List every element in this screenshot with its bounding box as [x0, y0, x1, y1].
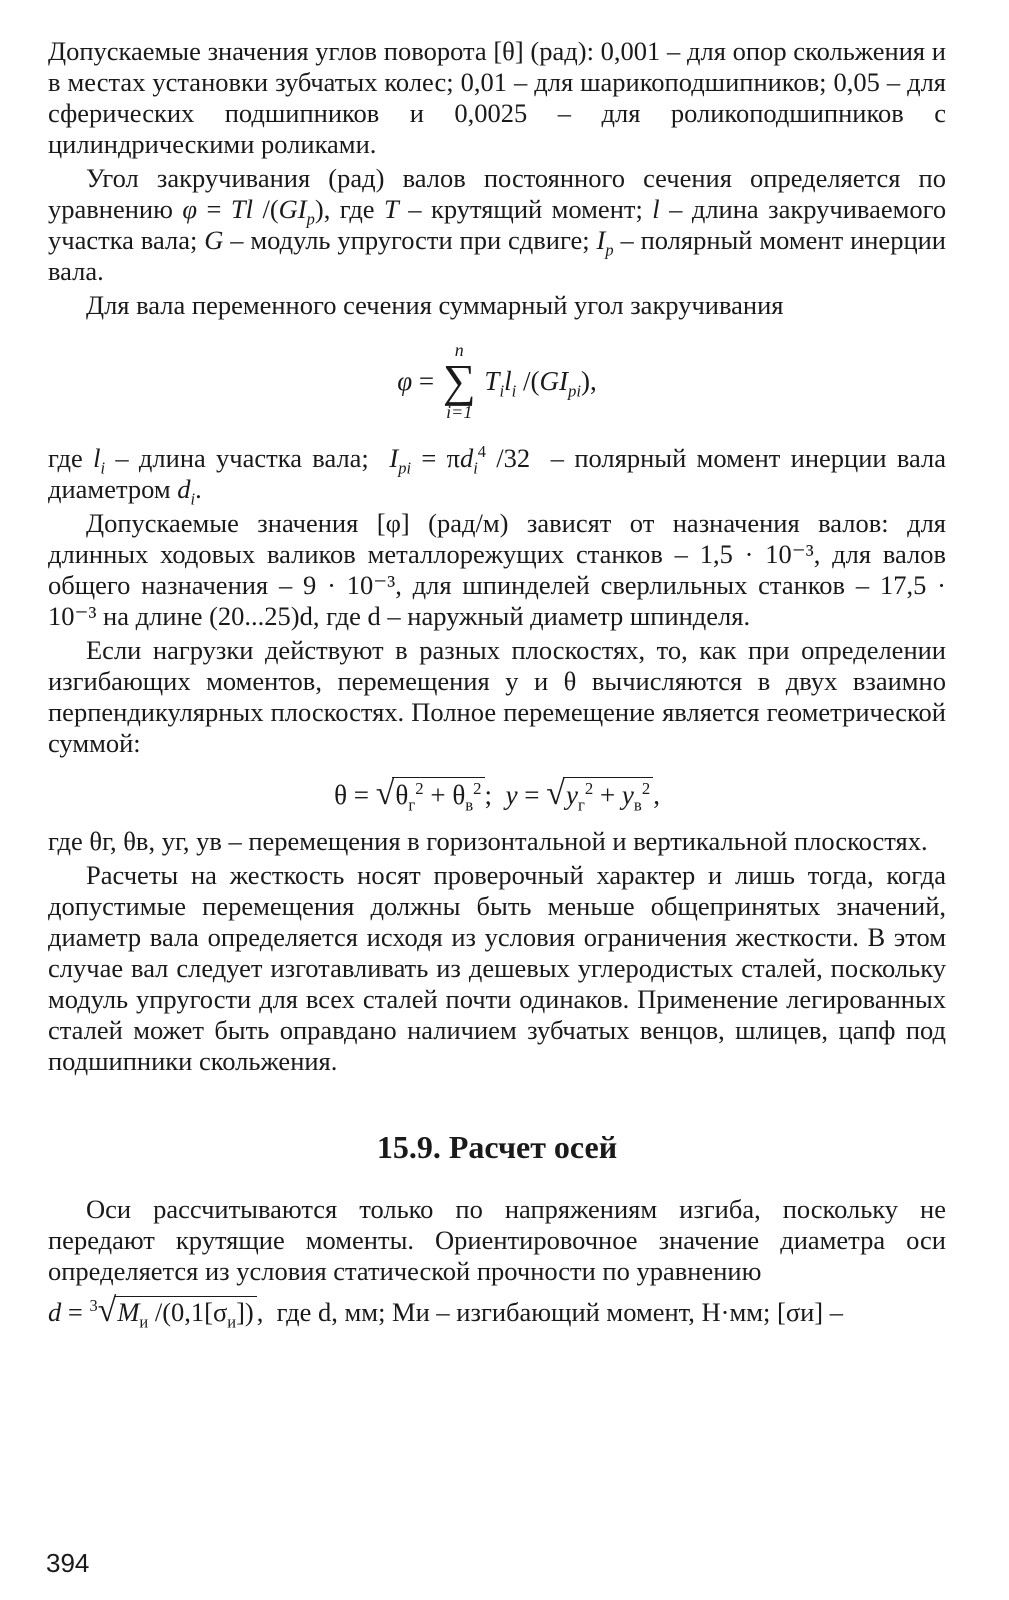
- paragraph-twist-angle: Угол закручивания (рад) валов постоянного сечения определяется по уравнению φ = Tl $/(GI_p)$, где T – крутящий момент; l – длина закручиваемого участка вала; G – модуль упругости при сдвиге; $I_p$ – полярный момент инерции вала.: [48, 163, 947, 286]
- paragraph-rotation-angles: Допускаемые значения углов поворота [θ] (рад): 0,001 – для опор скольжения и в местах установки зубчатых колес; 0,01 – для шарикоподшипников; 0,05 – для сферических подшипников и 0,0025 – для роликоподшипников с цилиндрическими роликами.: [48, 36, 946, 159]
- paragraph-stiffness: Расчеты на жесткость носят проверочный характер и лишь тогда, когда допустимые перемещения должны быть меньше общепринятых значений, диаметр вала определяется исходя из условия ограничения жесткости. В этом случае вал следует изготавливать из дешевых углеродистых сталей, поскольку модуль упругости для всех сталей почти одинаков. Применение легированных сталей может быть оправдано наличием зубчатых венцов, шлицев, цапф под подшипники скольжения.: [48, 860, 946, 1076]
- formula-geometric-sum: $\theta = √\theta_г^2 + \theta_в^2$ ; $y = √y_г^2 + y_в^2$ ,: [334, 775, 660, 815]
- paragraph-diameter-formula: $d = ^3√M_и$ $/(0,1[\sigma_и])$ , где d, мм; Mи – изгибающий момент, Н·мм; [σи] –: [48, 1292, 843, 1332]
- paragraph-two-planes: Если нагрузки действуют в разных плоскостях, то, как при определении изгибающих моментов, перемещения y и θ вычисляются в двух взаимно перпендикулярных плоскостях. Полное перемещение является геометрической суммой:: [48, 635, 946, 758]
- formula-diameter: $d = ^3√M_и$ $/(0,1[\sigma_и])$ ,: [48, 1292, 264, 1332]
- paragraph-axes: Оси рассчитываются только по напряжениям изгиба, поскольку не передают крутящие моменты. Ориентировочное значение диаметра оси определяется из условия статической прочности по уравнению: [48, 1194, 946, 1286]
- paragraph-variable-section: Для вала переменного сечения суммарный угол закручивания: [86, 290, 784, 320]
- page-number: 394: [46, 1548, 90, 1578]
- formula-total-twist: φ = n ∑ i=1 $T_il_i$ $/(GI_{pi})$,: [397, 340, 597, 422]
- section-heading: 15.9. Расчет осей: [376, 1129, 618, 1165]
- paragraph-where-li: где $l_i$ – длина участка вала; $I_{pi} = \pi d_i^4$ /32 – полярный момент инерции вала диаметром $d_i$.: [48, 442, 947, 509]
- page-content: [48, 36, 947, 1332]
- paragraph-displacements: где θг, θв, yг, yв – перемещения в горизонтальной и вертикальной плоскостях.: [48, 826, 928, 856]
- paragraph-allowed-twist: Допускаемые значения [φ] (рад/м) зависят от назначения валов: для длинных ходовых валиков металлорежущих станков – 1,5 · 10⁻³, для валов общего назначения – 9 · 10⁻³, для шпинделей сверлильных станков – 17,5 · 10⁻³ на длине (20...25)d, где d – наружный диаметр шпинделя.: [48, 508, 946, 631]
